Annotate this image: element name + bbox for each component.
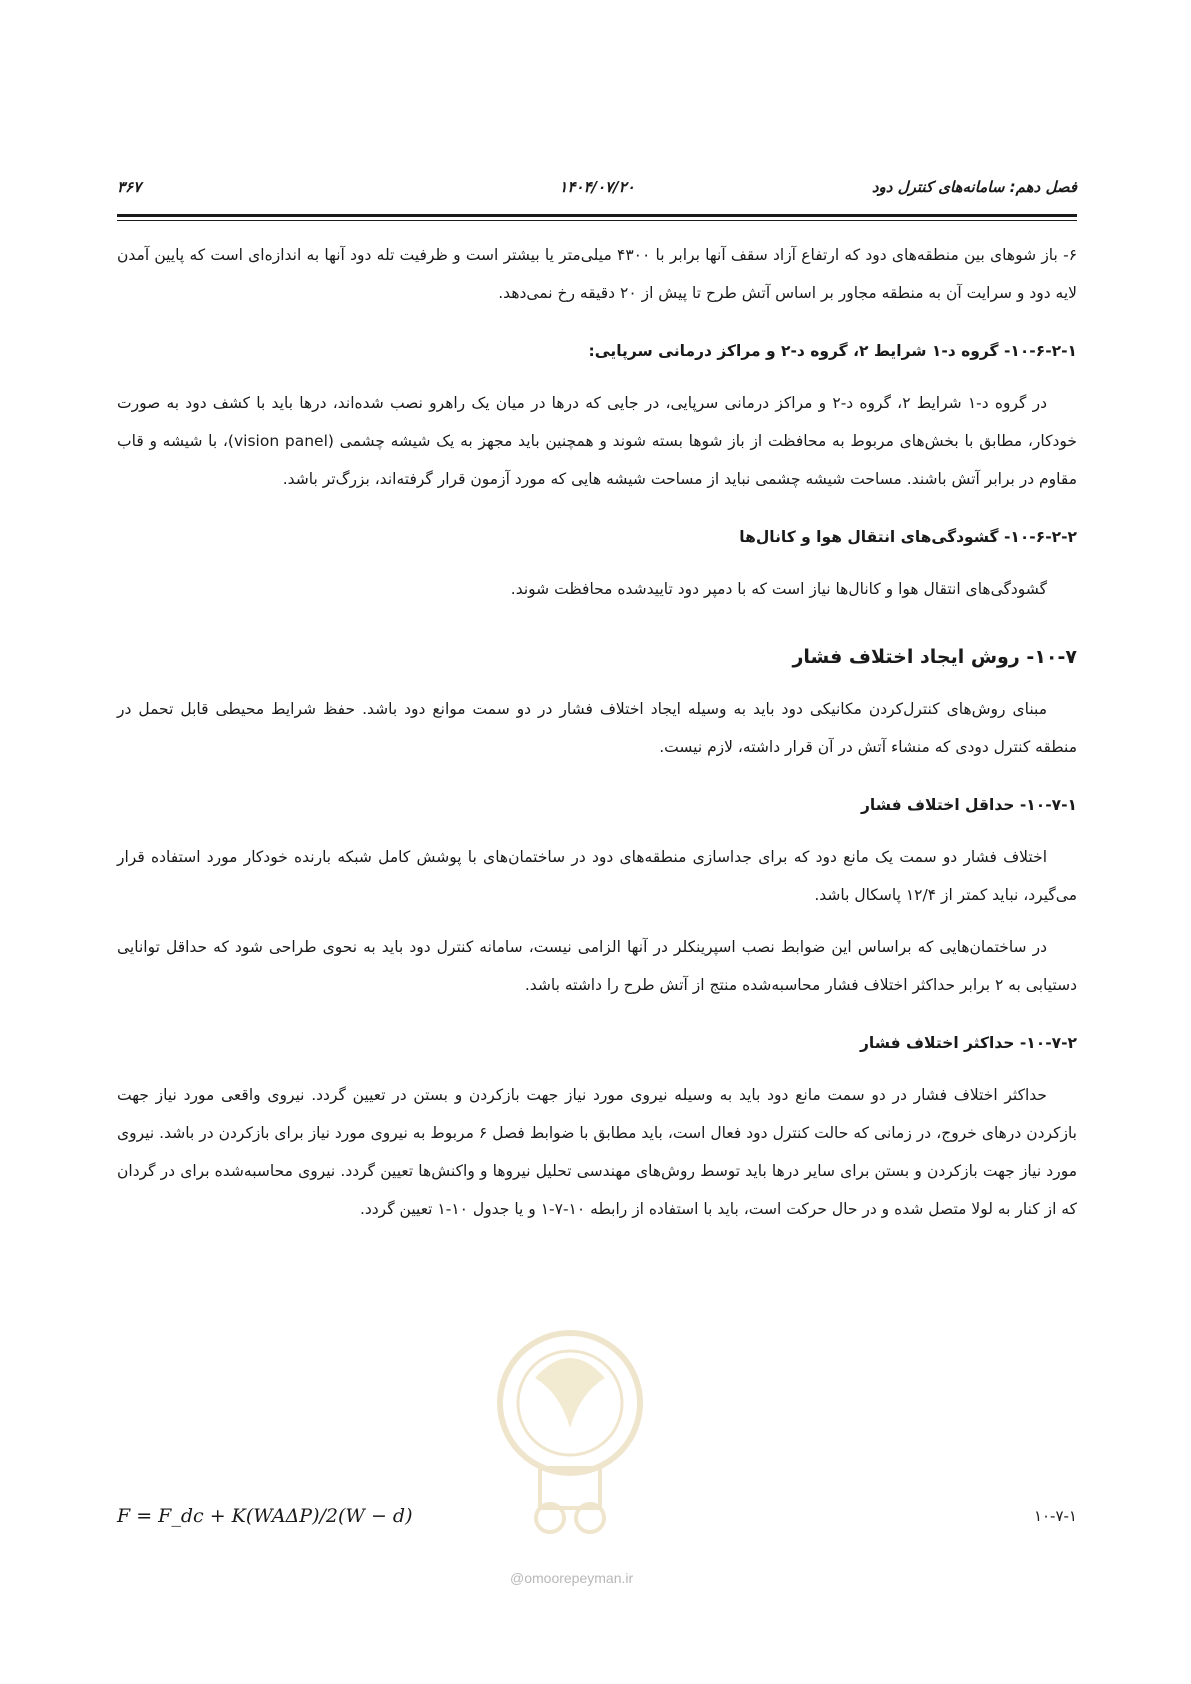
paragraph-10-7-1-b: در ساختمان‌هایی که براساس این ضوابط نصب اسپرینکلر در آنها الزامی نیست، سامانه کنترل دود باید به نحوی طراحی شود که حداقل توانایی دستیابی به ۲ برابر حداکثر اختلاف فشار محاسبه‌شده منتج از آتش طرح را داشته باشد. [117, 938, 1077, 994]
heading-10-6-2-2: ۱۰-۶-۲-۲- گشودگی‌های انتقال هوا و کانال‌ها [739, 528, 1077, 546]
paragraph-10-7: مبنای روش‌های کنترل‌کردن مکانیکی دود باید به وسیله ایجاد اختلاف فشار در دو سمت موانع دود باشد. حفظ شرایط محیطی قابل تحمل در منطقه کنترل دودی که منشاء آتش در آن قرار داشته، لازم نیست. [117, 700, 1077, 756]
formula-row [117, 1505, 1077, 1545]
formula-10-7-1: F = F_dc + K(WAΔP)/2(W − d) [117, 1505, 413, 1527]
page-content [117, 236, 1077, 1228]
heading-10-7-1: ۱۰-۷-۱- حداقل اختلاف فشار [860, 796, 1077, 814]
header-date: ۱۴۰۴/۰۷/۲۰ [559, 178, 635, 196]
heading-10-7: ۱۰-۷- روش ایجاد اختلاف فشار [792, 646, 1077, 668]
page-number: ۳۶۷ [117, 178, 142, 196]
paragraph-10-6-2-1: در گروه د-۱ شرایط ۲، گروه د-۲ و مراکز درمانی سرپایی، در جایی که درها در میان یک راهرو نصب شده‌اند، درها باید با کشف دود به صورت خودکار، مطابق با بخش‌های مربوط به محافظت از باز شوها بسته شوند و همچنین باید مجهز به یک شیشه چشمی (vision panel)، با شیشه و قاب مقاوم در برابر آتش باشند. مساحت شیشه چشمی نباید از مساحت شیشه هایی که مورد آزمون قرار گرفته‌اند، بزرگ‌تر باشد. [117, 394, 1077, 488]
heading-10-7-2: ۱۰-۷-۲- حداکثر اختلاف فشار [859, 1034, 1077, 1052]
paragraph-10-6-2-2: گشودگی‌های انتقال هوا و کانال‌ها نیاز است که با دمپر دود تاییدشده محافظت شوند. [510, 580, 1047, 598]
paragraph-item-6: ۶- باز شوهای بین منطقه‌های دود که ارتفاع آزاد سقف آنها برابر با ۴۳۰۰ میلی‌متر یا بیشتر است و ظرفیت تله دود آنها به اندازه‌ای است که پایین آمدن لایه دود و سرایت آن به منطقه مجاور بر اساس آتش طرح تا پیش از ۲۰ دقیقه رخ نمی‌دهد. [117, 246, 1078, 302]
header-rule-thick [117, 214, 1077, 217]
heading-10-6-2-1: ۱۰-۶-۲-۱- گروه د-۱ شرایط ۲، گروه د-۲ و مراکز درمانی سرپایی: [588, 342, 1077, 360]
page-header [117, 178, 1077, 208]
header-rule-thin [117, 220, 1077, 221]
chapter-title: فصل دهم: سامانه‌های کنترل دود [871, 178, 1077, 196]
watermark-text: @omoorepeyman.ir [510, 1570, 634, 1586]
paragraph-10-7-2: حداکثر اختلاف فشار در دو سمت مانع دود باید به وسیله نیروی مورد نیاز جهت بازکردن و بستن در تعیین گردد. نیروی واقعی مورد نیاز جهت بازکردن درهای خروج، در زمانی که حالت کنترل دود فعال است، باید مطابق با ضوابط فصل ۶ مربوط به نیروی مورد نیاز برای بازکردن در باشد. نیروی مورد نیاز جهت بازکردن و بستن برای سایر درها باید توسط روش‌های مهندسی تحلیل نیروها و واکنش‌ها تعیین گردد. نیروی محاسبه‌شده برای در گردان که از کنار به لولا متصل شده و در حال حرکت است، باید با استفاده از رابطه ۱۰-۷-۱ و یا جدول ۱۰-۱ تعیین گردد. [117, 1086, 1077, 1218]
paragraph-10-7-1-a: اختلاف فشار دو سمت یک مانع دود که برای جداسازی منطقه‌های دود در ساختمان‌های با پوشش کامل شبکه بارنده خودکار مورد استفاده قرار می‌گیرد، نباید کمتر از ۱۲/۴ پاسکال باشد. [117, 848, 1077, 904]
equation-number: ۱۰-۷-۱ [1033, 1507, 1077, 1525]
